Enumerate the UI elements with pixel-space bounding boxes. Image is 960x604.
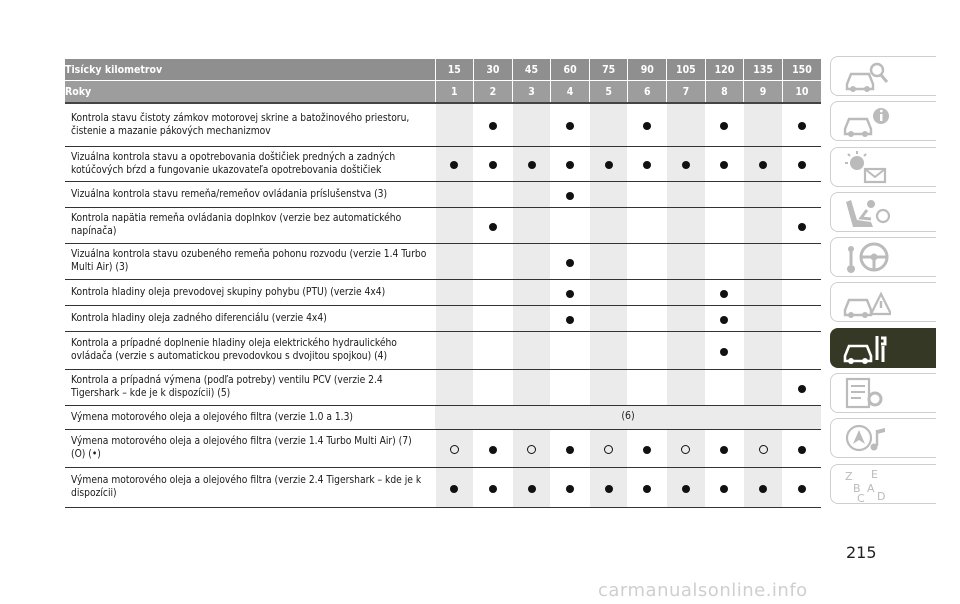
schedule-cell	[782, 331, 821, 369]
car-search-icon	[841, 58, 891, 94]
schedule-cell	[474, 181, 513, 207]
schedule-cell	[589, 369, 628, 405]
filled-dot-icon	[720, 290, 728, 298]
filled-dot-icon	[450, 161, 458, 169]
filled-dot-icon	[720, 161, 728, 169]
hollow-circle-icon	[759, 445, 768, 454]
table-row	[65, 429, 821, 467]
svg-text:D: D	[877, 489, 886, 502]
schedule-cell	[551, 467, 590, 507]
header-years-label: Roky	[65, 81, 435, 104]
schedule-cell	[512, 305, 551, 331]
schedule-cell	[435, 305, 474, 331]
schedule-cell	[589, 181, 628, 207]
header-km-60: 60	[551, 59, 590, 81]
schedule-cell	[512, 146, 551, 181]
header-year-10: 10	[782, 81, 821, 104]
schedule-cell	[744, 279, 783, 305]
header-km-30: 30	[474, 59, 513, 81]
schedule-cell	[551, 181, 590, 207]
filled-dot-icon	[605, 485, 613, 493]
hollow-circle-icon	[450, 445, 459, 454]
schedule-cell	[589, 207, 628, 243]
filled-dot-icon	[566, 290, 574, 298]
schedule-cell	[782, 305, 821, 331]
schedule-cell	[512, 429, 551, 467]
schedule-cell	[744, 243, 783, 279]
filled-dot-icon	[566, 485, 574, 493]
schedule-cell	[667, 331, 706, 369]
filled-dot-icon	[566, 161, 574, 169]
header-year-3: 3	[512, 81, 551, 104]
schedule-cell	[667, 429, 706, 467]
schedule-cell	[628, 207, 667, 243]
schedule-cell	[435, 429, 474, 467]
tab-car-wrench[interactable]	[830, 328, 936, 368]
schedule-cell	[705, 103, 744, 146]
svg-text:E: E	[871, 467, 878, 481]
schedule-cell	[782, 181, 821, 207]
table-row	[65, 331, 821, 369]
schedule-cell	[744, 305, 783, 331]
filled-dot-icon	[720, 122, 728, 130]
filled-dot-icon	[720, 348, 728, 356]
filled-dot-icon	[798, 122, 806, 130]
filled-dot-icon	[489, 161, 497, 169]
car-crash-warning-icon	[841, 284, 891, 320]
table-row	[65, 279, 821, 305]
chapter-tabs	[830, 56, 936, 509]
schedule-cell	[551, 305, 590, 331]
schedule-cell	[744, 369, 783, 405]
schedule-cell	[474, 103, 513, 146]
schedule-cell	[705, 207, 744, 243]
schedule-cell	[474, 467, 513, 507]
schedule-cell	[628, 243, 667, 279]
table-row	[65, 146, 821, 181]
schedule-cell	[782, 103, 821, 146]
schedule-cell	[435, 181, 474, 207]
row-description: Výmena motorového oleja a olejového filtra (verzie 2.4 Tigershark – kde je k dispozícii)	[65, 467, 435, 507]
schedule-cell	[667, 279, 706, 305]
schedule-cell	[744, 467, 783, 507]
schedule-cell	[667, 103, 706, 146]
schedule-cell	[705, 467, 744, 507]
table-row	[65, 243, 821, 279]
table-row	[65, 467, 821, 507]
row-description: Vizuálna kontrola stavu remeňa/remeňov ovládania príslušenstva (3)	[65, 181, 435, 207]
header-km-90: 90	[628, 59, 667, 81]
row-description: Kontrola stavu čistoty zámkov motorovej skrine a batožinového priestoru, čistenie a mazanie pákových mechanizmov	[65, 103, 435, 146]
schedule-cell	[705, 305, 744, 331]
schedule-cell	[512, 243, 551, 279]
warning-light-mail-icon	[841, 149, 891, 185]
row-description: Kontrola a prípadná výmena (podľa potreby) ventilu PCV (verzie 2.4 Tigershark – kde je k dispozícii) (5)	[65, 369, 435, 405]
row-note: (6)	[435, 405, 821, 429]
table-row	[65, 405, 821, 429]
header-year-8: 8	[705, 81, 744, 104]
filled-dot-icon	[798, 223, 806, 231]
header-year-4: 4	[551, 81, 590, 104]
filled-dot-icon	[489, 223, 497, 231]
schedule-cell	[782, 369, 821, 405]
filled-dot-icon	[643, 161, 651, 169]
schedule-cell	[512, 331, 551, 369]
hollow-circle-icon	[604, 445, 613, 454]
car-info-icon	[841, 103, 891, 139]
filled-dot-icon	[720, 446, 728, 454]
alphabet-index-icon	[841, 466, 891, 502]
row-description: Vizuálna kontrola stavu ozubeného remeňa pohonu rozvodu (verzie 1.4 Turbo Multi Air) (3)	[65, 243, 435, 279]
header-years-row	[65, 81, 821, 104]
filled-dot-icon	[566, 446, 574, 454]
navigation-music-icon	[841, 420, 891, 456]
schedule-cell	[667, 369, 706, 405]
schedule-cell	[628, 467, 667, 507]
schedule-cell	[551, 279, 590, 305]
table-row	[65, 369, 821, 405]
schedule-cell	[474, 279, 513, 305]
schedule-cell	[589, 103, 628, 146]
filled-dot-icon	[720, 316, 728, 324]
schedule-cell	[474, 146, 513, 181]
filled-dot-icon	[489, 485, 497, 493]
row-description: Výmena motorového oleja a olejového filtra (verzie 1.0 a 1.3)	[65, 405, 435, 429]
schedule-cell	[551, 146, 590, 181]
schedule-cell	[667, 243, 706, 279]
schedule-cell	[435, 467, 474, 507]
svg-text:C: C	[857, 491, 865, 502]
schedule-cell	[628, 103, 667, 146]
row-description: Kontrola hladiny oleja zadného diferenciálu (verzie 4x4)	[65, 305, 435, 331]
header-km-105: 105	[667, 59, 706, 81]
tab-list-gear[interactable]	[830, 373, 936, 413]
row-description: Kontrola a prípadné doplnenie hladiny oleja elektrického hydraulického ovládača (verzie s automatickou prevodovkou s dvojitou spojkou) (4)	[65, 331, 435, 369]
filled-dot-icon	[798, 385, 806, 393]
schedule-cell	[705, 146, 744, 181]
header-year-2: 2	[474, 81, 513, 104]
table-row	[65, 181, 821, 207]
header-km-label: Tisícky kilometrov	[65, 59, 435, 81]
schedule-cell	[512, 181, 551, 207]
seat-airbag-icon	[841, 194, 891, 230]
filled-dot-icon	[528, 161, 536, 169]
svg-text:B: B	[853, 481, 861, 495]
schedule-cell	[628, 279, 667, 305]
row-description: Výmena motorového oleja a olejového filtra (verzie 1.4 Turbo Multi Air) (7) (O) (•)	[65, 429, 435, 467]
schedule-cell	[512, 103, 551, 146]
schedule-cell	[744, 207, 783, 243]
schedule-cell	[782, 146, 821, 181]
schedule-cell	[628, 305, 667, 331]
schedule-cell	[744, 103, 783, 146]
svg-text:Z: Z	[845, 469, 853, 483]
schedule-cell	[551, 103, 590, 146]
schedule-cell	[551, 331, 590, 369]
schedule-cell	[435, 146, 474, 181]
schedule-cell	[551, 429, 590, 467]
filled-dot-icon	[682, 485, 690, 493]
header-km-135: 135	[744, 59, 783, 81]
filled-dot-icon	[450, 485, 458, 493]
tab-seat-airbag[interactable]	[830, 192, 936, 232]
filled-dot-icon	[798, 446, 806, 454]
row-description: Kontrola hladiny oleja prevodovej skupiny pohybu (PTU) (verzie 4x4)	[65, 279, 435, 305]
filled-dot-icon	[643, 485, 651, 493]
hollow-circle-icon	[681, 445, 690, 454]
schedule-cell	[782, 279, 821, 305]
schedule-cell	[551, 207, 590, 243]
schedule-cell	[782, 207, 821, 243]
hollow-circle-icon	[527, 445, 536, 454]
filled-dot-icon	[489, 122, 497, 130]
svg-text:A: A	[867, 481, 875, 495]
schedule-cell	[435, 243, 474, 279]
schedule-cell	[551, 369, 590, 405]
filled-dot-icon	[643, 122, 651, 130]
schedule-cell	[589, 279, 628, 305]
schedule-cell	[782, 467, 821, 507]
schedule-cell	[744, 181, 783, 207]
schedule-cell	[628, 331, 667, 369]
filled-dot-icon	[643, 446, 651, 454]
schedule-cell	[667, 181, 706, 207]
header-year-5: 5	[589, 81, 628, 104]
schedule-cell	[705, 243, 744, 279]
car-wrench-icon	[841, 330, 891, 366]
tab-car-info[interactable]	[830, 101, 936, 141]
schedule-cell	[628, 429, 667, 467]
schedule-cell	[589, 305, 628, 331]
filled-dot-icon	[720, 485, 728, 493]
filled-dot-icon	[682, 161, 690, 169]
schedule-cell	[474, 207, 513, 243]
schedule-cell	[628, 181, 667, 207]
schedule-cell	[705, 331, 744, 369]
schedule-cell	[512, 207, 551, 243]
header-km-150: 150	[782, 59, 821, 81]
schedule-cell	[435, 207, 474, 243]
tab-alphabet-index[interactable]	[830, 464, 936, 504]
filled-dot-icon	[605, 161, 613, 169]
schedule-cell	[667, 467, 706, 507]
schedule-cell	[782, 429, 821, 467]
schedule-cell	[435, 369, 474, 405]
schedule-cell	[628, 146, 667, 181]
schedule-cell	[705, 369, 744, 405]
row-description: Vizuálna kontrola stavu a opotrebovania doštičiek predných a zadných kotúčových bŕzd a fungovanie ukazovateľa opotrebovania doštičiek	[65, 146, 435, 181]
schedule-cell	[512, 369, 551, 405]
tab-car-crash-warning[interactable]	[830, 282, 936, 322]
schedule-cell	[705, 279, 744, 305]
schedule-cell	[589, 243, 628, 279]
filled-dot-icon	[798, 485, 806, 493]
schedule-cell	[512, 279, 551, 305]
schedule-cell	[744, 331, 783, 369]
tab-navigation-music[interactable]	[830, 418, 936, 458]
schedule-cell	[474, 369, 513, 405]
header-year-1: 1	[435, 81, 474, 104]
schedule-cell	[744, 146, 783, 181]
maintenance-table	[65, 59, 821, 508]
schedule-cell	[435, 331, 474, 369]
header-km-45: 45	[512, 59, 551, 81]
filled-dot-icon	[566, 259, 574, 267]
filled-dot-icon	[566, 192, 574, 200]
row-description: Kontrola napätia remeňa ovládania doplnkov (verzie bez automatického napínača)	[65, 207, 435, 243]
schedule-cell	[667, 146, 706, 181]
schedule-cell	[628, 369, 667, 405]
table-row	[65, 207, 821, 243]
schedule-cell	[474, 429, 513, 467]
schedule-cell	[474, 243, 513, 279]
list-gear-icon	[841, 375, 891, 411]
header-km-row	[65, 59, 821, 81]
header-km-120: 120	[705, 59, 744, 81]
schedule-cell	[589, 429, 628, 467]
schedule-cell	[667, 207, 706, 243]
header-km-15: 15	[435, 59, 474, 81]
header-year-6: 6	[628, 81, 667, 104]
schedule-cell	[512, 467, 551, 507]
filled-dot-icon	[566, 122, 574, 130]
header-year-7: 7	[667, 81, 706, 104]
schedule-cell	[435, 279, 474, 305]
tab-key-steering-wheel[interactable]	[830, 237, 936, 277]
schedule-cell	[589, 331, 628, 369]
page-number: 215	[846, 543, 877, 562]
schedule-cell	[551, 243, 590, 279]
table-row	[65, 103, 821, 146]
schedule-cell	[705, 181, 744, 207]
filled-dot-icon	[759, 161, 767, 169]
schedule-cell	[474, 305, 513, 331]
schedule-cell	[474, 331, 513, 369]
tab-car-search[interactable]	[830, 56, 936, 96]
header-year-9: 9	[744, 81, 783, 104]
schedule-cell	[667, 305, 706, 331]
table-row	[65, 305, 821, 331]
schedule-cell	[435, 103, 474, 146]
schedule-cell	[782, 243, 821, 279]
tab-warning-light-mail[interactable]	[830, 147, 936, 187]
filled-dot-icon	[798, 161, 806, 169]
schedule-cell	[589, 467, 628, 507]
filled-dot-icon	[759, 485, 767, 493]
watermark: carmanualsonline.info	[598, 580, 808, 601]
schedule-cell	[705, 429, 744, 467]
filled-dot-icon	[566, 316, 574, 324]
header-km-75: 75	[589, 59, 628, 81]
schedule-cell	[744, 429, 783, 467]
filled-dot-icon	[528, 485, 536, 493]
schedule-cell	[589, 146, 628, 181]
filled-dot-icon	[489, 446, 497, 454]
key-steering-wheel-icon	[841, 239, 891, 275]
